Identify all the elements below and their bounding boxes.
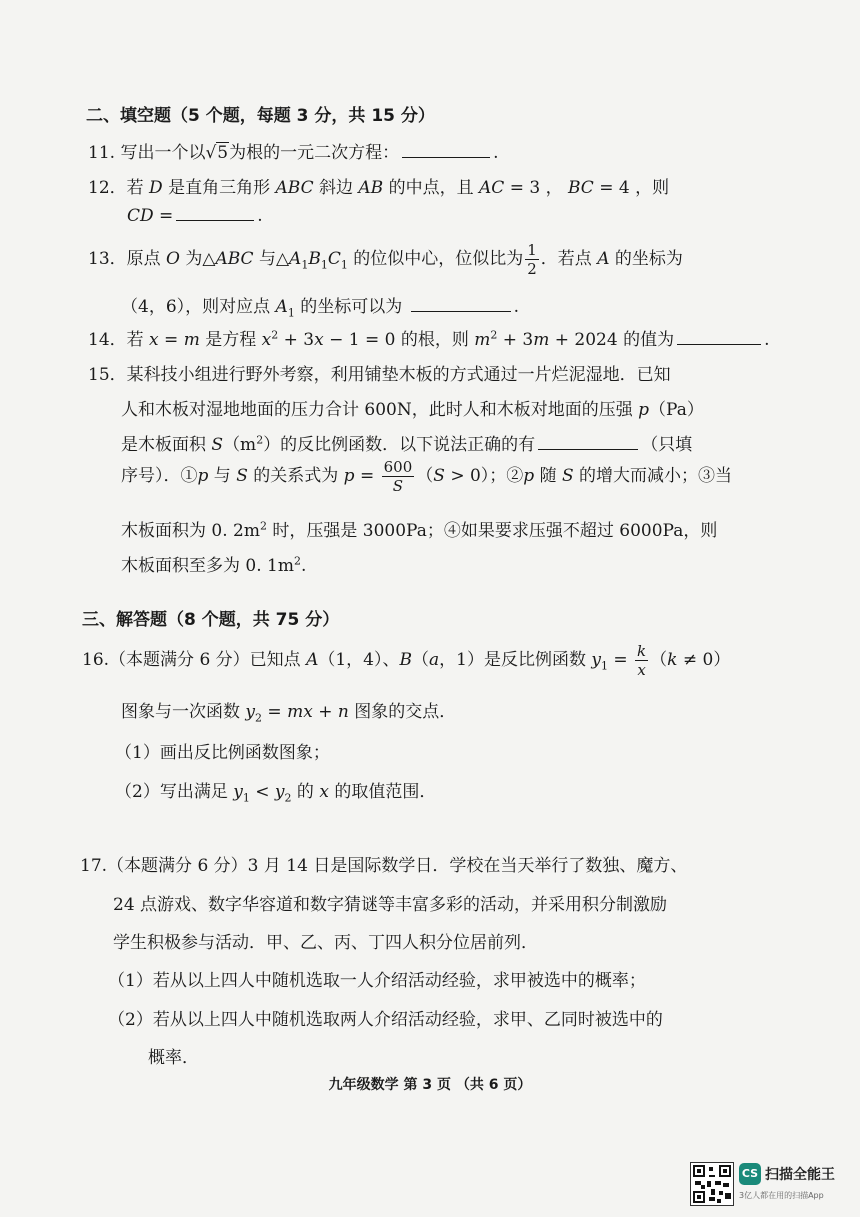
fraction-k-over-x: $\frac{k}{x}$ <box>637 642 647 679</box>
fraction-one-half: $\frac{1}{2}$ <box>527 241 537 278</box>
question-15-line-4: 序号）．①p 与 S 的关系式为 p = $\frac{600}{S}$ （S > 0）；②p 随 S 的增大而减小；③当 <box>121 458 733 495</box>
question-15-line-3: 是木板面积 $S(m^2)$的反比例函数．以下说法正确的有 （只填 <box>121 433 693 455</box>
question-17-line-2: 24 点游戏、数字华容道和数字猜谜等丰富多彩的活动，并采用积分制激励 <box>113 895 668 915</box>
question-17-line-3: 学生积极参与活动．甲、乙、丙、丁四人积分位居前列． <box>113 933 538 953</box>
question-12: 12．若 D 是直角三角形 ABC 斜边 AB 的中点，且 AC = 3 ， BC = 4 ，则 <box>88 178 670 198</box>
answer-blank[interactable] <box>176 219 254 221</box>
section-2-title: 二、填空题（5 个题，每题 3 分，共 15 分） <box>86 106 435 126</box>
question-11: 11. 写出一个以√5为根的一元二次方程： . <box>88 143 499 163</box>
fraction-600-over-s: $\frac{600}{S}$ <box>383 458 413 495</box>
question-16-part-2: （2）写出满足 $y_1 < y_2$ 的 x 的取值范围． <box>115 782 437 805</box>
question-15-line-2: 人和木板对湿地地面的压力合计 600N，此时人和木板对地面的压强 p（Pa） <box>121 400 704 420</box>
question-16: 16.（本题满分 6 分）已知点 A（1，4）、B（a，1）是反比例函数 $y_1$ = $\frac{k}{x}$ （k ≠ 0） <box>82 642 731 679</box>
camscanner-logo-icon: CS <box>739 1163 761 1185</box>
question-16-line-2: 图象与一次函数 $y_2$ = mx + n 图象的交点． <box>121 702 457 725</box>
question-12-line-2: CD = . <box>127 206 263 226</box>
qr-code-icon <box>690 1162 734 1206</box>
question-16-part-1: （1）画出反比例函数图象； <box>115 743 330 763</box>
section-3-title: 三、解答题（8 个题，共 75 分） <box>82 610 340 630</box>
page-footer: 九年级数学 第 3 页 （共 6 页） <box>328 1077 532 1093</box>
question-13: 13．原点 O 为△ABC 与$\triangle A_1B_1C_1$ 的位似中心，位似比为 $\frac{1}{2}$ ．若点 A 的坐标为 <box>88 241 683 278</box>
question-15-line-5: 木板面积为 0. $2m^2$ 时，压强是 3000Pa；④如果要求压强不超过 6000Pa，则 <box>121 519 718 541</box>
answer-blank[interactable] <box>411 310 511 312</box>
camscanner-name: 扫描全能王 <box>765 1167 835 1183</box>
question-number: 11. <box>88 143 116 163</box>
answer-blank[interactable] <box>402 156 490 158</box>
question-15-line-6: 木板面积至多为 0. $1m^2$. <box>121 554 307 576</box>
question-15: 15．某科技小组进行野外考察，利用铺垫木板的方式通过一片烂泥湿地．已知 <box>88 365 671 385</box>
question-13-line-2: （4，6），则对应点 $A_1$ 的坐标可以为 . <box>121 297 520 320</box>
question-17-part-1: （1）若从以上四人中随机选取一人介绍活动经验，求甲被选中的概率； <box>108 971 646 991</box>
answer-blank[interactable] <box>677 343 761 345</box>
question-14: 14．若 x = m 是方程 $x^2 + 3x - 1 = 0$ 的根，则 $m^2 + 3m + 2024$ 的值为 . <box>88 328 770 350</box>
camscanner-tagline: 3亿人都在用的扫描App <box>739 1191 824 1200</box>
answer-blank[interactable] <box>538 448 638 450</box>
question-17-part-2: （2）若从以上四人中随机选取两人介绍活动经验，求甲、乙同时被选中的 <box>108 1010 663 1030</box>
question-17: 17.（本题满分 6 分）3 月 14 日是国际数学日．学校在当天举行了数独、魔方、 <box>80 856 688 876</box>
sqrt-symbol: √5 <box>205 143 229 163</box>
question-17-part-2-line-2: 概率． <box>148 1048 199 1068</box>
